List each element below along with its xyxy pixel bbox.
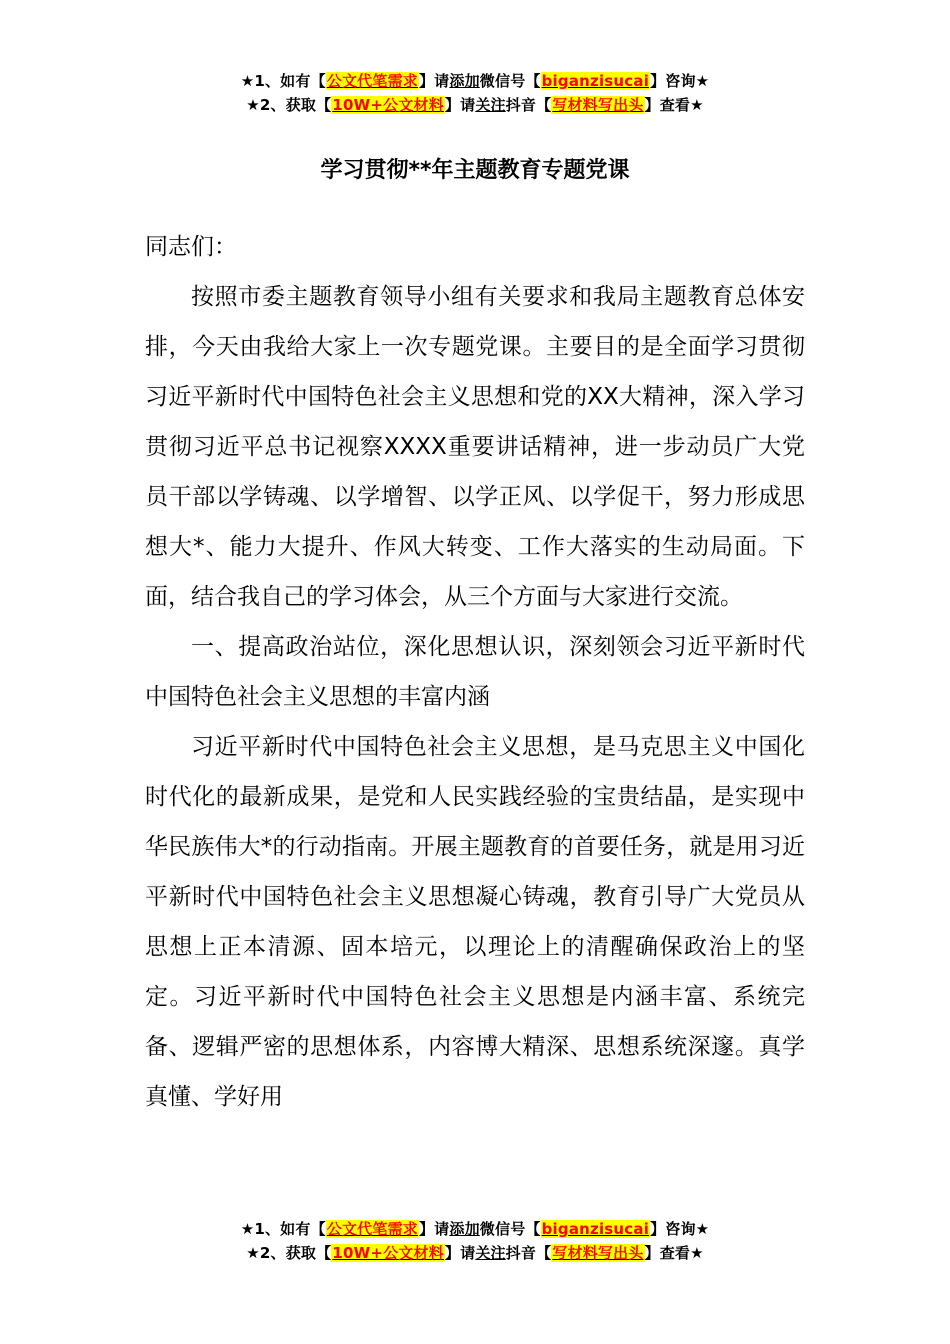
promo-highlight-douyin: 写材料写出头: [552, 1244, 644, 1262]
promo-line-2: [0, 93, 950, 117]
promo-text: 微信号【: [479, 1220, 541, 1238]
promo-text: ★2、获取【: [246, 96, 332, 114]
promo-line-2: [0, 1241, 950, 1265]
promo-highlight-materials: 10W+公文材料: [332, 96, 444, 114]
section-heading-1: 一、提高政治站位，深化思想认识，深刻领会习近平新时代中国特色社会主义思想的丰富内涵: [145, 634, 805, 710]
promo-underline-follow: 关注: [475, 96, 506, 114]
paragraph-section-1: 习近平新时代中国特色社会主义思想，是马克思主义中国化时代化的最新成果，是党和人民实践经验的宝贵结晶，是实现中华民族伟大*的行动指南。开展主题教育的首要任务，就是用习近平新时代中国特色社会主义思想凝心铸魂，教育引导广大党员从思想上正本清源、固本培元，以理论上的清醒确保政治上的坚定。习近平新时代中国特色社会主义思想是内涵丰富、系统完备、逻辑严密的思想体系，内容博大精深、思想系统深邃。真学真懂、学好用: [145, 734, 805, 1110]
promo-highlight-douyin: 写材料写出头: [552, 96, 644, 114]
promo-text: 】请: [444, 96, 476, 114]
promo-highlight-service: 公文代笔需求: [326, 1220, 418, 1238]
promo-underline-follow: 关注: [475, 1244, 506, 1262]
promo-highlight-wechat-id: biganzisucai: [541, 1220, 650, 1238]
promo-banner-top: [0, 69, 950, 117]
promo-text: 】请: [418, 1220, 450, 1238]
promo-line-1: [0, 1217, 950, 1241]
promo-text: 抖音【: [505, 1244, 552, 1262]
promo-line-1: [0, 69, 950, 93]
document-body: [145, 222, 805, 1122]
promo-text: ★1、如有【: [240, 72, 326, 90]
promo-text: 】咨询★: [650, 1220, 710, 1238]
promo-text: 微信号【: [479, 72, 541, 90]
document-title: 学习贯彻**年主题教育专题党课: [320, 158, 630, 183]
promo-text: 】请: [418, 72, 450, 90]
promo-text: 抖音【: [505, 96, 552, 114]
promo-underline-add: 添加: [449, 72, 480, 90]
promo-text: 】请: [444, 1244, 476, 1262]
promo-text: ★2、获取【: [246, 1244, 332, 1262]
promo-highlight-materials: 10W+公文材料: [332, 1244, 444, 1262]
promo-text: 】查看★: [644, 1244, 704, 1262]
promo-banner-bottom: [0, 1217, 950, 1265]
salutation: 同志们：: [145, 234, 237, 260]
promo-text: 】咨询★: [650, 72, 710, 90]
paragraph-intro: 按照市委主题教育领导小组有关要求和我局主题教育总体安排，今天由我给大家上一次专题党课。主要目的是全面学习贯彻习近平新时代中国特色社会主义思想和党的XX大精神，深入学习贯彻习近平总书记视察XXXX重要讲话精神，进一步动员广大党员干部以学铸魂、以学增智、以学正风、以学促干，努力形成思想大*、能力大提升、作风大转变、工作大落实的生动局面。下面，结合我自己的学习体会，从三个方面与大家进行交流。: [145, 284, 805, 610]
promo-underline-add: 添加: [449, 1220, 480, 1238]
promo-text: ★1、如有【: [240, 1220, 326, 1238]
promo-highlight-wechat-id: biganzisucai: [541, 72, 650, 90]
promo-highlight-service: 公文代笔需求: [326, 72, 418, 90]
promo-text: 】查看★: [644, 96, 704, 114]
